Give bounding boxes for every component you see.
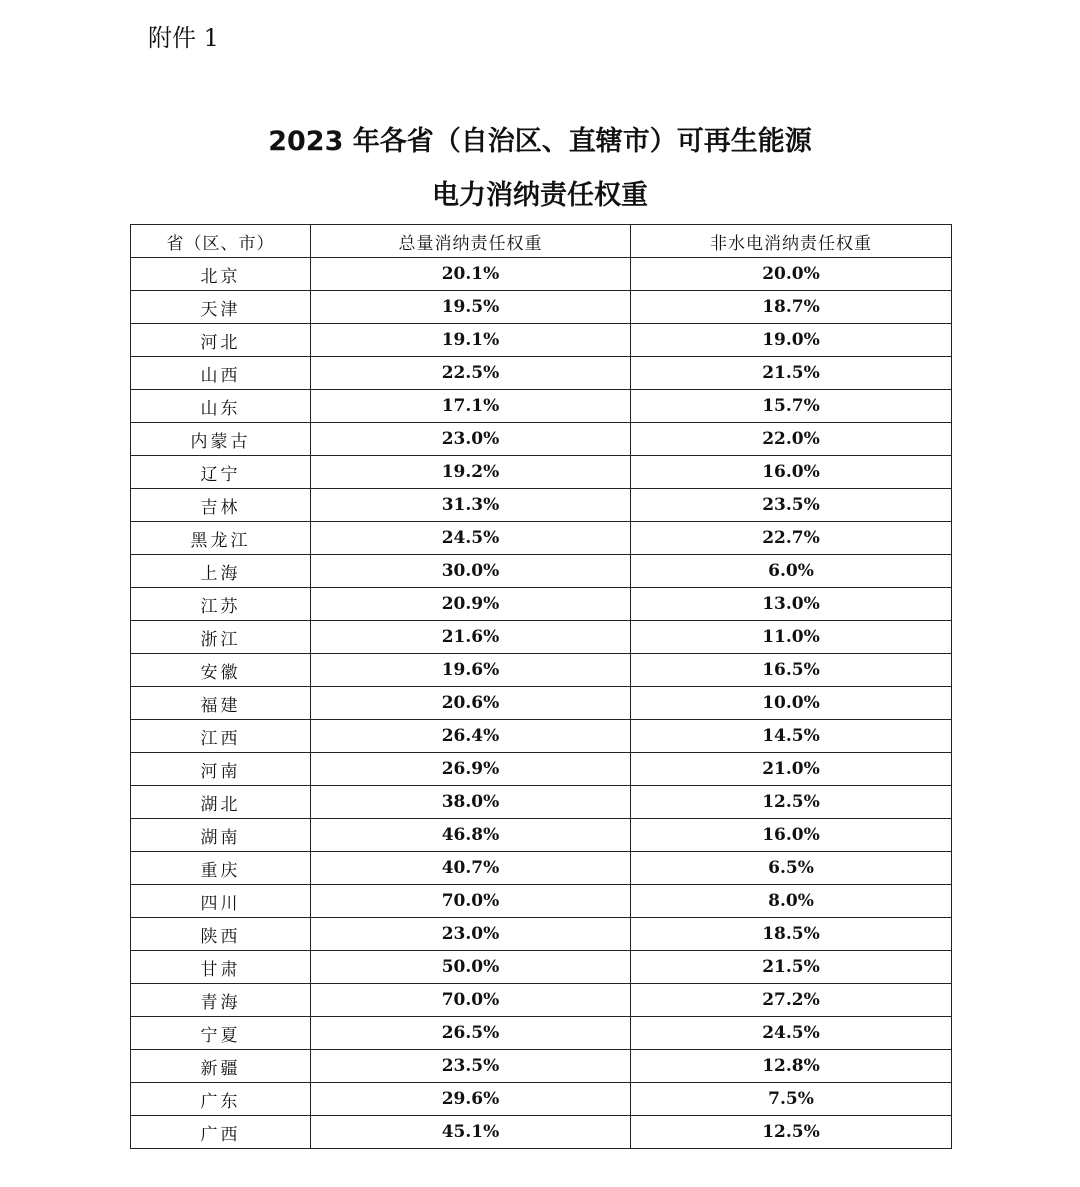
table-row xyxy=(131,852,952,885)
total-weight-cell: 23.5% xyxy=(311,1050,631,1083)
non-hydro-weight-cell: 22.0% xyxy=(631,423,952,456)
total-weight-cell: 46.8% xyxy=(311,819,631,852)
table-row xyxy=(131,357,952,390)
non-hydro-weight-cell: 11.0% xyxy=(631,621,952,654)
province-cell: 青海 xyxy=(131,984,311,1017)
column-header-province: 省（区、市） xyxy=(131,225,311,258)
non-hydro-weight-cell: 18.5% xyxy=(631,918,952,951)
total-weight-cell: 19.5% xyxy=(311,291,631,324)
province-cell: 河北 xyxy=(131,324,311,357)
province-cell: 四川 xyxy=(131,885,311,918)
table-row xyxy=(131,984,952,1017)
total-weight-cell: 21.6% xyxy=(311,621,631,654)
table-row xyxy=(131,456,952,489)
non-hydro-weight-cell: 10.0% xyxy=(631,687,952,720)
table-row xyxy=(131,1083,952,1116)
province-cell: 宁夏 xyxy=(131,1017,311,1050)
table-row xyxy=(131,918,952,951)
total-weight-cell: 45.1% xyxy=(311,1116,631,1149)
non-hydro-weight-cell: 16.0% xyxy=(631,819,952,852)
table-row xyxy=(131,588,952,621)
total-weight-cell: 24.5% xyxy=(311,522,631,555)
province-cell: 浙江 xyxy=(131,621,311,654)
table-row xyxy=(131,258,952,291)
table-row xyxy=(131,1116,952,1149)
province-cell: 重庆 xyxy=(131,852,311,885)
province-cell: 广东 xyxy=(131,1083,311,1116)
total-weight-cell: 38.0% xyxy=(311,786,631,819)
document-title-line-2: 电力消纳责任权重 xyxy=(432,180,648,211)
non-hydro-weight-cell: 22.7% xyxy=(631,522,952,555)
province-cell: 湖北 xyxy=(131,786,311,819)
province-cell: 新疆 xyxy=(131,1050,311,1083)
table-row xyxy=(131,819,952,852)
province-cell: 吉林 xyxy=(131,489,311,522)
total-weight-cell: 30.0% xyxy=(311,555,631,588)
table-row xyxy=(131,423,952,456)
total-weight-cell: 40.7% xyxy=(311,852,631,885)
non-hydro-weight-cell: 18.7% xyxy=(631,291,952,324)
non-hydro-weight-cell: 21.0% xyxy=(631,753,952,786)
total-weight-cell: 19.2% xyxy=(311,456,631,489)
non-hydro-weight-cell: 15.7% xyxy=(631,390,952,423)
province-cell: 福建 xyxy=(131,687,311,720)
province-cell: 山西 xyxy=(131,357,311,390)
table-header xyxy=(131,225,952,258)
non-hydro-weight-cell: 19.0% xyxy=(631,324,952,357)
table-body xyxy=(131,258,952,1149)
province-cell: 陕西 xyxy=(131,918,311,951)
non-hydro-weight-cell: 12.5% xyxy=(631,786,952,819)
province-cell: 上海 xyxy=(131,555,311,588)
responsibility-weights-table xyxy=(130,224,952,1149)
province-cell: 河南 xyxy=(131,753,311,786)
total-weight-cell: 70.0% xyxy=(311,885,631,918)
non-hydro-weight-cell: 16.5% xyxy=(631,654,952,687)
total-weight-cell: 19.6% xyxy=(311,654,631,687)
province-cell: 广西 xyxy=(131,1116,311,1149)
attachment-label: 附件 1 xyxy=(148,24,219,52)
province-cell: 江苏 xyxy=(131,588,311,621)
total-weight-cell: 17.1% xyxy=(311,390,631,423)
column-header-total-weight: 总量消纳责任权重 xyxy=(311,225,631,258)
document-title-line-1: 2023 年各省（自治区、直辖市）可再生能源 xyxy=(268,126,812,157)
non-hydro-weight-cell: 21.5% xyxy=(631,357,952,390)
table-row xyxy=(131,522,952,555)
table-row xyxy=(131,951,952,984)
total-weight-cell: 26.5% xyxy=(311,1017,631,1050)
non-hydro-weight-cell: 13.0% xyxy=(631,588,952,621)
table-header-row xyxy=(131,225,952,258)
province-cell: 湖南 xyxy=(131,819,311,852)
table-row xyxy=(131,555,952,588)
table-row xyxy=(131,786,952,819)
province-cell: 北京 xyxy=(131,258,311,291)
non-hydro-weight-cell: 12.5% xyxy=(631,1116,952,1149)
total-weight-cell: 20.1% xyxy=(311,258,631,291)
non-hydro-weight-cell: 20.0% xyxy=(631,258,952,291)
table-row xyxy=(131,687,952,720)
total-weight-cell: 20.9% xyxy=(311,588,631,621)
non-hydro-weight-cell: 8.0% xyxy=(631,885,952,918)
non-hydro-weight-cell: 23.5% xyxy=(631,489,952,522)
non-hydro-weight-cell: 27.2% xyxy=(631,984,952,1017)
table-row xyxy=(131,489,952,522)
table-row xyxy=(131,324,952,357)
table-row xyxy=(131,654,952,687)
total-weight-cell: 26.9% xyxy=(311,753,631,786)
province-cell: 天津 xyxy=(131,291,311,324)
non-hydro-weight-cell: 14.5% xyxy=(631,720,952,753)
non-hydro-weight-cell: 12.8% xyxy=(631,1050,952,1083)
table-row xyxy=(131,291,952,324)
total-weight-cell: 29.6% xyxy=(311,1083,631,1116)
total-weight-cell: 50.0% xyxy=(311,951,631,984)
province-cell: 山东 xyxy=(131,390,311,423)
table-row xyxy=(131,753,952,786)
province-cell: 甘肃 xyxy=(131,951,311,984)
non-hydro-weight-cell: 6.5% xyxy=(631,852,952,885)
non-hydro-weight-cell: 7.5% xyxy=(631,1083,952,1116)
table-row xyxy=(131,1017,952,1050)
table-row xyxy=(131,885,952,918)
non-hydro-weight-cell: 21.5% xyxy=(631,951,952,984)
table-row xyxy=(131,621,952,654)
province-cell: 辽宁 xyxy=(131,456,311,489)
table-row xyxy=(131,720,952,753)
non-hydro-weight-cell: 6.0% xyxy=(631,555,952,588)
province-cell: 安徽 xyxy=(131,654,311,687)
province-cell: 江西 xyxy=(131,720,311,753)
total-weight-cell: 26.4% xyxy=(311,720,631,753)
total-weight-cell: 22.5% xyxy=(311,357,631,390)
total-weight-cell: 20.6% xyxy=(311,687,631,720)
province-cell: 内蒙古 xyxy=(131,423,311,456)
total-weight-cell: 19.1% xyxy=(311,324,631,357)
total-weight-cell: 70.0% xyxy=(311,984,631,1017)
total-weight-cell: 23.0% xyxy=(311,423,631,456)
non-hydro-weight-cell: 24.5% xyxy=(631,1017,952,1050)
table-row xyxy=(131,1050,952,1083)
non-hydro-weight-cell: 16.0% xyxy=(631,456,952,489)
table-row xyxy=(131,390,952,423)
total-weight-cell: 23.0% xyxy=(311,918,631,951)
total-weight-cell: 31.3% xyxy=(311,489,631,522)
province-cell: 黑龙江 xyxy=(131,522,311,555)
column-header-non-hydro-weight: 非水电消纳责任权重 xyxy=(631,225,952,258)
